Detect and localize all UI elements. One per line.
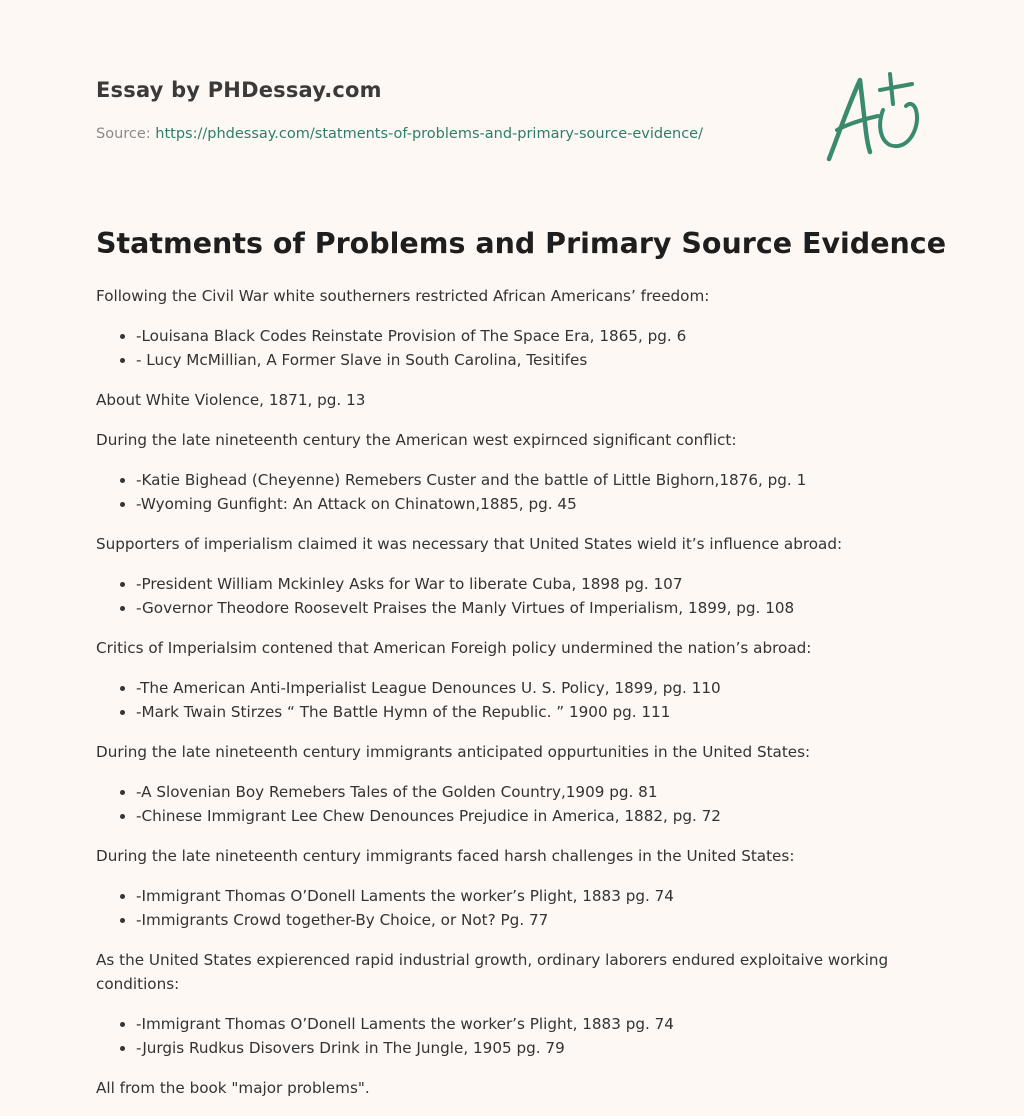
source-list	[96, 468, 896, 516]
list-item: • -Katie Bighead (Cheyenne) Remebers Custer and the battle of Little Bighorn,1876, pg. 1	[136, 468, 896, 492]
list-item: • -Immigrant Thomas O’Donell Laments the worker’s Plight, 1883 pg. 74	[136, 884, 896, 908]
brand-title: Essay by PHDessay.com	[96, 78, 382, 102]
paragraph: Critics of Imperialsim contened that American Foreigh policy undermined the nation’s abroad:	[96, 639, 812, 657]
source-list	[96, 1012, 896, 1060]
paragraph: Following the Civil War white southerners restricted African Americans’ freedom:	[96, 287, 710, 305]
paragraph: As the United States expierenced rapid industrial growth, ordinary laborers endured exploitaive working conditions:	[96, 951, 889, 993]
source-list	[96, 884, 896, 932]
a-plus-logo-icon	[820, 66, 930, 166]
source-list	[96, 572, 896, 620]
essay-body	[96, 284, 896, 1116]
list-item: • -Governor Theodore Roosevelt Praises the Manly Virtues of Imperialism, 1899, pg. 108	[136, 596, 896, 620]
list-item: • -President William Mckinley Asks for War to liberate Cuba, 1898 pg. 107	[136, 572, 896, 596]
source-link[interactable]: https://phdessay.com/statments-of-problems-and-primary-source-evidence/	[155, 126, 703, 142]
page-header	[96, 76, 776, 144]
paragraph: During the late nineteenth century the American west expirnced significant conflict:	[96, 431, 737, 449]
paragraph: About White Violence, 1871, pg. 13	[96, 391, 366, 409]
source-label: Source:	[96, 126, 156, 142]
source-list	[96, 324, 896, 372]
list-item: • -Wyoming Gunfight: An Attack on Chinatown,1885, pg. 45	[136, 492, 896, 516]
paragraph: Supporters of imperialism claimed it was necessary that United States wield it’s influence abroad:	[96, 535, 843, 553]
paragraph: All from the book "major problems".	[96, 1079, 370, 1097]
list-item: • -Jurgis Rudkus Disovers Drink in The Jungle, 1905 pg. 79	[136, 1036, 896, 1060]
list-item: • -The American Anti-Imperialist League Denounces U. S. Policy, 1899, pg. 110	[136, 676, 896, 700]
list-item: • -Immigrant Thomas O’Donell Laments the worker’s Plight, 1883 pg. 74	[136, 1012, 896, 1036]
list-item: • -Mark Twain Stirzes “ The Battle Hymn of the Republic. ” 1900 pg. 111	[136, 700, 896, 724]
list-item: • -Louisana Black Codes Reinstate Provision of The Space Era, 1865, pg. 6	[136, 324, 896, 348]
source-list	[96, 780, 896, 828]
list-item: • -A Slovenian Boy Remebers Tales of the Golden Country,1909 pg. 81	[136, 780, 896, 804]
page-title: Statments of Problems and Primary Source Evidence	[96, 227, 947, 260]
paragraph: During the late nineteenth century immigrants faced harsh challenges in the United States:	[96, 847, 795, 865]
source-list	[96, 676, 896, 724]
source-line	[96, 124, 776, 144]
list-item: • - Lucy McMillian, A Former Slave in South Carolina, Tesitifes	[136, 348, 896, 372]
list-item: • -Immigrants Crowd together-By Choice, or Not? Pg. 77	[136, 908, 896, 932]
paragraph: During the late nineteenth century immigrants anticipated oppurtunities in the United States:	[96, 743, 811, 761]
list-item: • -Chinese Immigrant Lee Chew Denounces Prejudice in America, 1882, pg. 72	[136, 804, 896, 828]
